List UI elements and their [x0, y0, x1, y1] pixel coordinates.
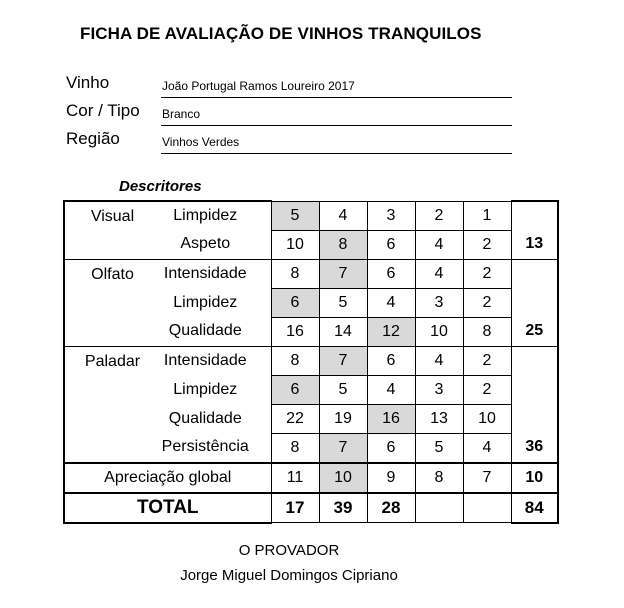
score-cell[interactable]: 16: [271, 317, 319, 346]
total-score-cell: 28: [367, 493, 415, 523]
score-cell[interactable]: 1: [463, 201, 511, 230]
descriptor-label: Persistência: [161, 438, 249, 456]
score-cell[interactable]: 13: [415, 404, 463, 433]
score-cell[interactable]: 14: [319, 317, 367, 346]
score-cell[interactable]: 6: [271, 375, 319, 404]
score-cell[interactable]: 11: [271, 463, 319, 493]
descritores-label: Descritores: [119, 178, 202, 195]
subtotal-cell: [511, 201, 558, 230]
score-cell[interactable]: 4: [415, 230, 463, 259]
descriptor-label: Limpidez: [173, 380, 238, 398]
score-cell[interactable]: 7: [319, 346, 367, 375]
footer-name: Jorge Miguel Domingos Cipriano: [180, 567, 398, 584]
score-cell[interactable]: 10: [319, 463, 367, 493]
score-cell[interactable]: 6: [367, 230, 415, 259]
score-cell[interactable]: 2: [463, 375, 511, 404]
score-cell[interactable]: 4: [415, 259, 463, 288]
olfato-subtotal: 25: [511, 317, 558, 346]
score-cell[interactable]: 2: [463, 346, 511, 375]
score-cell[interactable]: 8: [463, 317, 511, 346]
score-cell[interactable]: 5: [271, 201, 319, 230]
score-cell[interactable]: 9: [367, 463, 415, 493]
footer-role: O PROVADOR: [238, 542, 340, 559]
score-cell[interactable]: 8: [415, 463, 463, 493]
score-cell[interactable]: 3: [415, 288, 463, 317]
grand-total: 84: [511, 493, 558, 523]
score-cell[interactable]: 3: [367, 201, 415, 230]
apreciacao-subtotal: 10: [511, 463, 558, 493]
score-cell[interactable]: 5: [319, 375, 367, 404]
apreciacao-global-label: Apreciação global: [64, 463, 271, 493]
score-cell[interactable]: 2: [415, 201, 463, 230]
row-paladar-intensidade: [64, 346, 558, 375]
row-olfato-intensidade: [64, 259, 558, 288]
evaluation-table: [63, 200, 559, 524]
score-cell[interactable]: 2: [463, 259, 511, 288]
row-visual-limpidez: [64, 201, 558, 230]
category-olfato: Olfato: [64, 259, 146, 346]
subtotal-cell: [511, 346, 558, 375]
score-cell[interactable]: 4: [463, 433, 511, 463]
score-cell[interactable]: 6: [367, 346, 415, 375]
vinho-label: Vinho: [66, 73, 110, 92]
regiao-label: Região: [66, 129, 120, 148]
subtotal-cell: [511, 404, 558, 433]
score-cell[interactable]: 19: [319, 404, 367, 433]
score-cell[interactable]: 5: [415, 433, 463, 463]
score-cell[interactable]: 5: [319, 288, 367, 317]
score-cell[interactable]: 2: [463, 230, 511, 259]
total-score-cell: [463, 493, 511, 523]
score-cell[interactable]: 6: [271, 288, 319, 317]
score-cell[interactable]: 8: [319, 230, 367, 259]
score-cell[interactable]: 10: [415, 317, 463, 346]
score-cell[interactable]: 8: [271, 346, 319, 375]
score-cell[interactable]: 7: [319, 433, 367, 463]
descriptor-label: Qualidade: [168, 409, 242, 427]
score-cell[interactable]: 3: [415, 375, 463, 404]
total-label: TOTAL: [64, 493, 271, 523]
row-apreciacao-global: [64, 463, 558, 493]
category-visual: Visual: [64, 201, 146, 259]
row-total: [64, 493, 558, 523]
total-score-cell: [415, 493, 463, 523]
descriptor-label: Qualidade: [168, 322, 242, 340]
score-cell[interactable]: 4: [319, 201, 367, 230]
score-cell[interactable]: 16: [367, 404, 415, 433]
score-cell[interactable]: 4: [367, 288, 415, 317]
visual-subtotal: 13: [511, 230, 558, 259]
total-score-cell: 17: [271, 493, 319, 523]
descriptor-label: Intensidade: [146, 346, 271, 375]
score-cell[interactable]: 10: [271, 230, 319, 259]
score-cell[interactable]: 8: [271, 433, 319, 463]
score-cell[interactable]: 8: [271, 259, 319, 288]
subtotal-cell: [511, 259, 558, 288]
descriptor-label: Limpidez: [173, 293, 238, 311]
page-title: FICHA DE AVALIAÇÃO DE VINHOS TRANQUILOS: [80, 24, 482, 43]
cor-tipo-value: Branco: [161, 106, 512, 126]
regiao-value: Vinhos Verdes: [161, 134, 512, 154]
descriptor-label: Limpidez: [146, 201, 271, 230]
subtotal-cell: [511, 288, 558, 317]
score-cell[interactable]: 6: [367, 433, 415, 463]
score-cell[interactable]: 10: [463, 404, 511, 433]
paladar-subtotal: 36: [511, 433, 558, 463]
descriptor-label: Intensidade: [146, 259, 271, 288]
score-cell[interactable]: 7: [463, 463, 511, 493]
total-score-cell: 39: [319, 493, 367, 523]
score-cell[interactable]: 12: [367, 317, 415, 346]
score-cell[interactable]: 4: [415, 346, 463, 375]
score-cell[interactable]: 4: [367, 375, 415, 404]
score-cell[interactable]: 22: [271, 404, 319, 433]
category-paladar: Paladar: [64, 346, 146, 463]
vinho-value: João Portugal Ramos Loureiro 2017: [161, 78, 512, 98]
subtotal-cell: [511, 375, 558, 404]
score-cell[interactable]: 6: [367, 259, 415, 288]
score-cell[interactable]: 2: [463, 288, 511, 317]
score-cell[interactable]: 7: [319, 259, 367, 288]
cor-tipo-label: Cor / Tipo: [66, 101, 140, 120]
descriptor-label: Aspeto: [180, 235, 231, 253]
